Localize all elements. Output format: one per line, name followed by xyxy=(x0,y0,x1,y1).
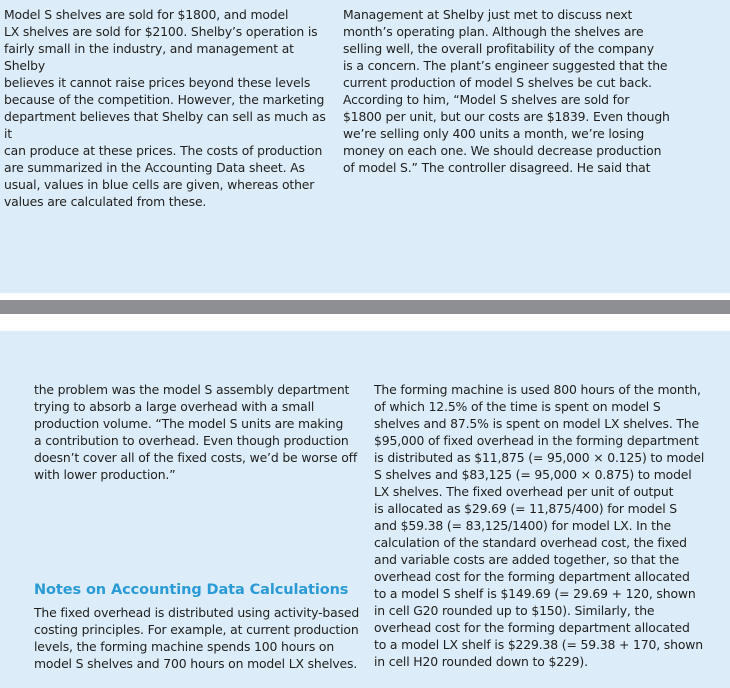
bottom-right-column-text: The forming machine is used 800 hours of the month, of which 12.5% of the time is spent on model S shelves and 87.5% is spent on model LX shelves. The $95,000 of fixed overhead in the forming department is distributed as $11,875 (= 95,000 × 0.125) to model S shelves and $83,125 (= 95,000 × 0.875) to model LX shelves. The fixed overhead per unit of output is allocated as $29.69 (= 11,875/400) for model S and $59.38 (= 83,125/1400) for model LX. In the calculation of the standard overhead cost, the fixed and variable costs are added together, so that the overhead cost for the forming department allocated to a model S shelf is $149.69 (= 29.69 + 120, shown in cell G20 rounded up to $150). Similarly, the overhead cost for the forming department allocated to a model LX shelf is $229.38 (= 59.38 + 170, shown in cell H20 rounded down to $229). xyxy=(374,382,705,669)
notes-heading: Notes on Accounting Data Calculations xyxy=(34,582,349,598)
page-top xyxy=(0,0,730,293)
page-bottom xyxy=(0,331,730,688)
top-left-column-text: Model S shelves are sold for $1800, and model LX shelves are sold for $2100. Shelby’s operation is fairly small in the industry, and management at Shelby believes it cannot raise prices beyond these levels because of the competition. However, the marketing department believes that Shelby can sell as much as it can produce at these prices. The costs of production are summarized in the Accounting Data sheet. As usual, values in blue cells are given, whereas other values are calculated from these. xyxy=(4,7,326,209)
bottom-left-column-text: the problem was the model S assembly department trying to absorb a large overhead with a small production volume. “The model S units are making a contribution to overhead. Even though production doesn’t cover all of the fixed costs, we’d be worse off with lower production.” xyxy=(34,382,358,482)
top-right-column-text: Management at Shelby just met to discuss next month’s operating plan. Although the shelves are selling well, the overall profitability of the company is a concern. The plant’s engineer suggested that the current production of model S shelves be cut back. According to him, “Model S shelves are sold for $1800 per unit, but our costs are $1839. Even though we’re selling only 400 units a month, we’re losing money on each one. We should decrease production of model S.” The controller disagreed. He said that xyxy=(343,7,670,175)
notes-text: The fixed overhead is distributed using activity-based costing principles. For example, at current production levels, the forming machine spends 100 hours on model S shelves and 700 hours on model LX shelves. xyxy=(34,605,360,671)
page-divider-bar xyxy=(0,300,730,314)
